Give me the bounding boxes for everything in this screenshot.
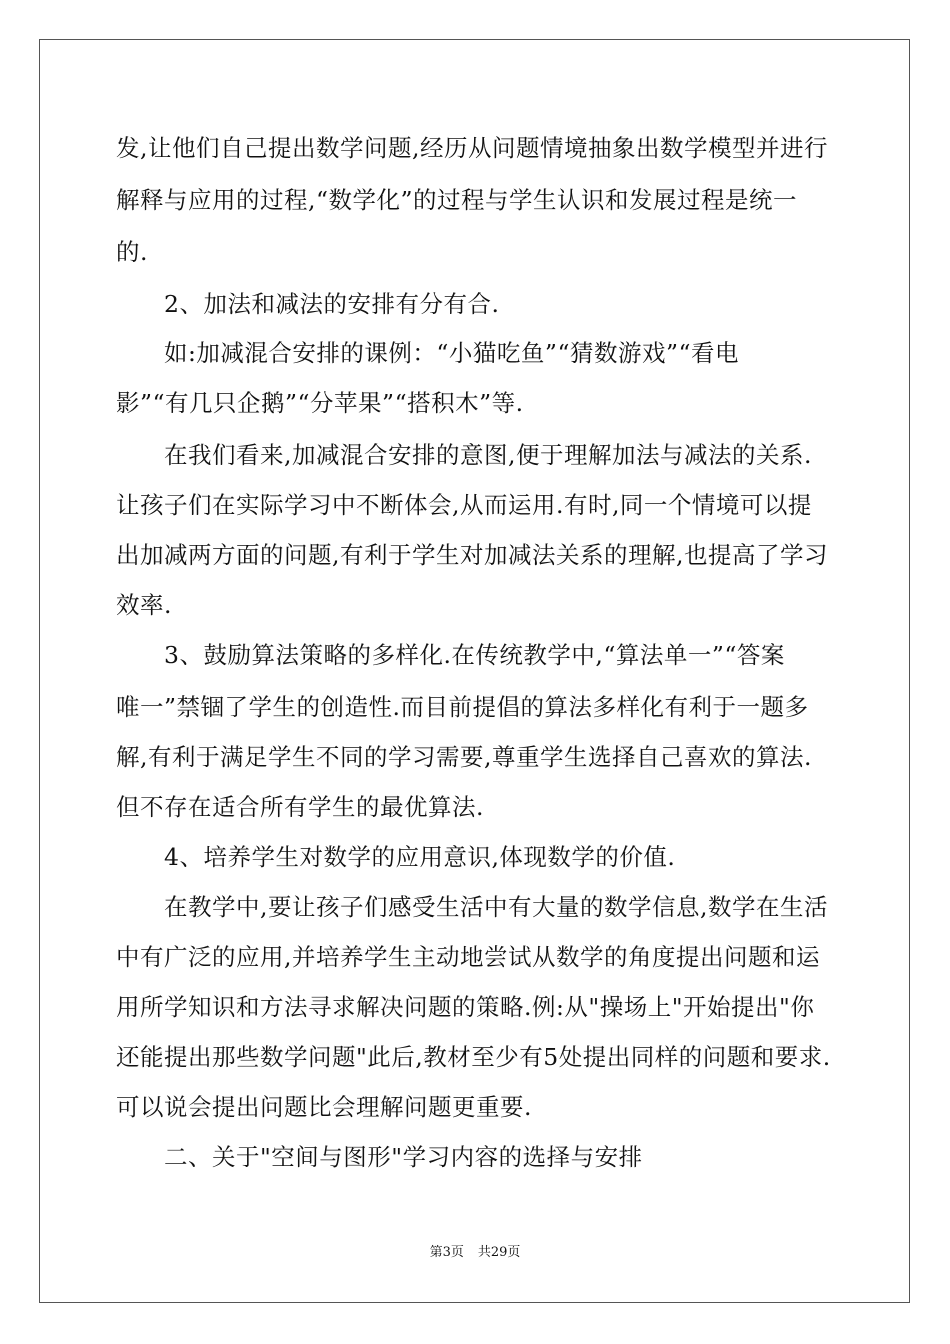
text-line: 解,有利于满足学生不同的学习需要,尊重学生选择自己喜欢的算法.	[116, 743, 812, 771]
text-line: 影”“有几只企鹅”“分苹果”“搭积木”等.	[116, 389, 524, 417]
text-line: 还能提出那些数学问题"此后,教材至少有5处提出同样的问题和要求.	[116, 1043, 831, 1071]
text-line: 出加减两方面的问题,有利于学生对加减法关系的理解,也提高了学习	[116, 541, 828, 569]
text-line: 的.	[116, 238, 148, 266]
page-total: 共29页	[477, 1245, 521, 1260]
text-line: 解释与应用的过程,“数学化”的过程与学生认识和发展过程是统一	[116, 186, 797, 214]
paragraph-heading: 2、加法和减法的安排有分有合.	[164, 290, 500, 318]
text-line: 让孩子们在实际学习中不断体会,从而运用.有时,同一个情境可以提	[116, 491, 812, 519]
text-line: 在教学中,要让孩子们感受生活中有大量的数学信息,数学在生活	[164, 893, 828, 921]
section-heading: 二、关于"空间与图形"学习内容的选择与安排	[164, 1143, 643, 1171]
paragraph-heading: 3、鼓励算法策略的多样化.在传统教学中,“算法单一”“答案	[164, 641, 785, 669]
text-line: 如:加减混合安排的课例：“小猫吃鱼”“猜数游戏”“看电	[164, 339, 739, 367]
paragraph-heading: 4、培养学生对数学的应用意识,体现数学的价值.	[164, 843, 676, 871]
text-line: 在我们看来,加减混合安排的意图,便于理解加法与减法的关系.	[164, 441, 812, 469]
text-line: 可以说会提出问题比会理解问题更重要.	[116, 1093, 532, 1121]
page-footer	[0, 1244, 950, 1262]
text-line: 唯一”禁锢了学生的创造性.而目前提倡的算法多样化有利于一题多	[116, 693, 809, 721]
text-line: 效率.	[116, 591, 172, 619]
page-number: 第3页	[429, 1245, 464, 1260]
text-line: 发,让他们自己提出数学问题,经历从问题情境抽象出数学模型并进行	[116, 134, 828, 162]
text-line: 用所学知识和方法寻求解决问题的策略.例:从"操场上"开始提出"你	[116, 993, 815, 1021]
text-line: 中有广泛的应用,并培养学生主动地尝试从数学的角度提出问题和运	[116, 943, 820, 971]
text-line: 但不存在适合所有学生的最优算法.	[116, 793, 484, 821]
